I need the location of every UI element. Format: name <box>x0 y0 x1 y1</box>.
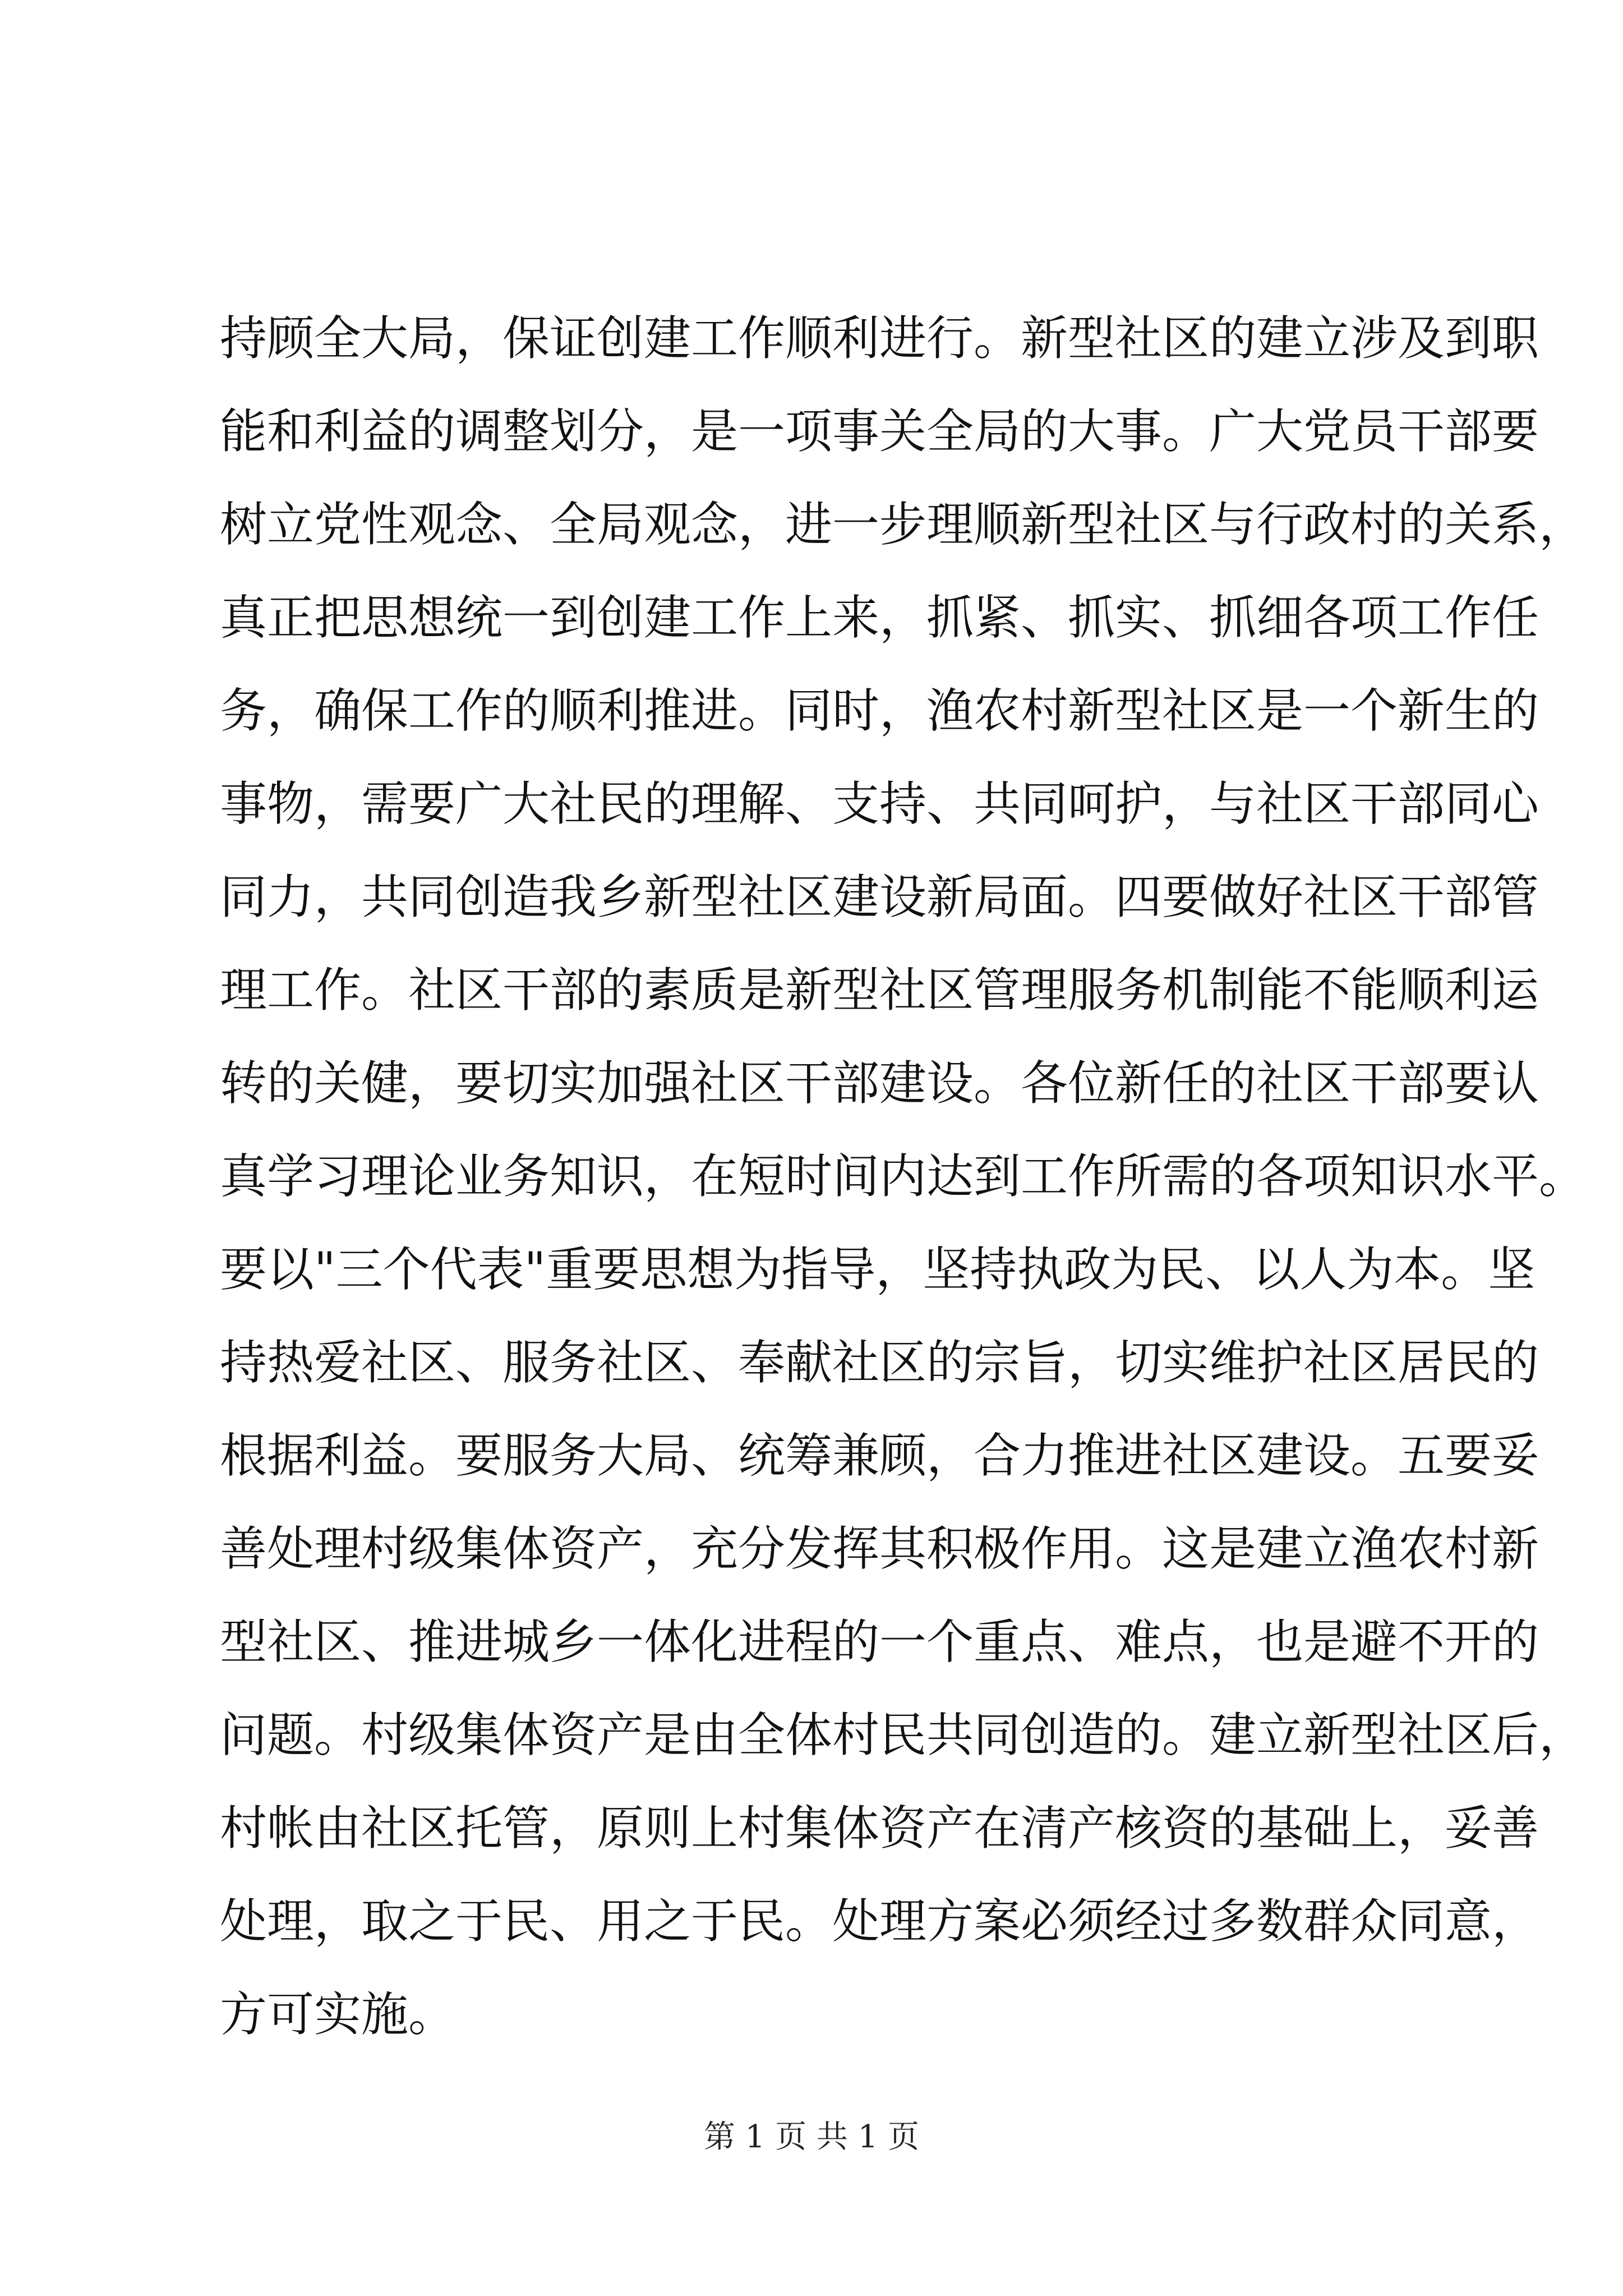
text-line: 真学习理论业务知识，在短时间内达到工作所需的各项知识水平。 <box>220 1149 1587 1204</box>
text-line: 持热爱社区、服务社区、奉献社区的宗旨，切实维护社区居民的 <box>220 1335 1539 1390</box>
text-line: 处理，取之于民、用之于民。处理方案必须经过多数群众同意， <box>220 1894 1539 1949</box>
text-line: 同力，共同创造我乡新型社区建设新局面。四要做好社区干部管 <box>220 869 1539 924</box>
text-line: 转的关健，要切实加强社区干部建设。各位新任的社区干部要认 <box>220 1056 1539 1111</box>
text-line: 能和利益的调整划分，是一项事关全局的大事。广大党员干部要 <box>220 404 1539 459</box>
page-number-label: 第 1 页 共 1 页 <box>703 2119 920 2155</box>
text-line: 村帐由社区托管，原则上村集体资产在清产核资的基础上，妥善 <box>220 1801 1539 1856</box>
text-line: 真正把思想统一到创建工作上来，抓紧、抓实、抓细各项工作任 <box>220 590 1539 645</box>
text-line: 事物，需要广大社民的理解、支持、共同呵护，与社区干部同心 <box>220 776 1539 831</box>
text-line: 理工作。社区干部的素质是新型社区管理服务机制能不能顺利运 <box>220 963 1539 1018</box>
body-text <box>220 292 1587 2061</box>
text-line: 树立党性观念、全局观念，进一步理顺新型社区与行政村的关系， <box>220 497 1587 552</box>
text-line: 要以"三个代表"重要思想为指导，坚持执政为民、以人为本。坚 <box>220 1242 1536 1297</box>
text-line: 务，确保工作的顺利推进。同时，渔农村新型社区是一个新生的 <box>220 683 1539 738</box>
text-line: 善处理村级集体资产，充分发挥其积极作用。这是建立渔农村新 <box>220 1521 1539 1576</box>
text-line-last: 方可实施。 <box>220 1987 456 2042</box>
text-line: 问题。村级集体资产是由全体村民共同创造的。建立新型社区后， <box>220 1708 1587 1763</box>
page-footer <box>0 2115 1623 2160</box>
text-line: 型社区、推进城乡一体化进程的一个重点、难点，也是避不开的 <box>220 1614 1539 1669</box>
text-line: 根据利益。要服务大局、统筹兼顾，合力推进社区建设。五要妥 <box>220 1428 1539 1483</box>
text-line: 持顾全大局，保证创建工作顺利进行。新型社区的建立涉及到职 <box>220 311 1539 366</box>
